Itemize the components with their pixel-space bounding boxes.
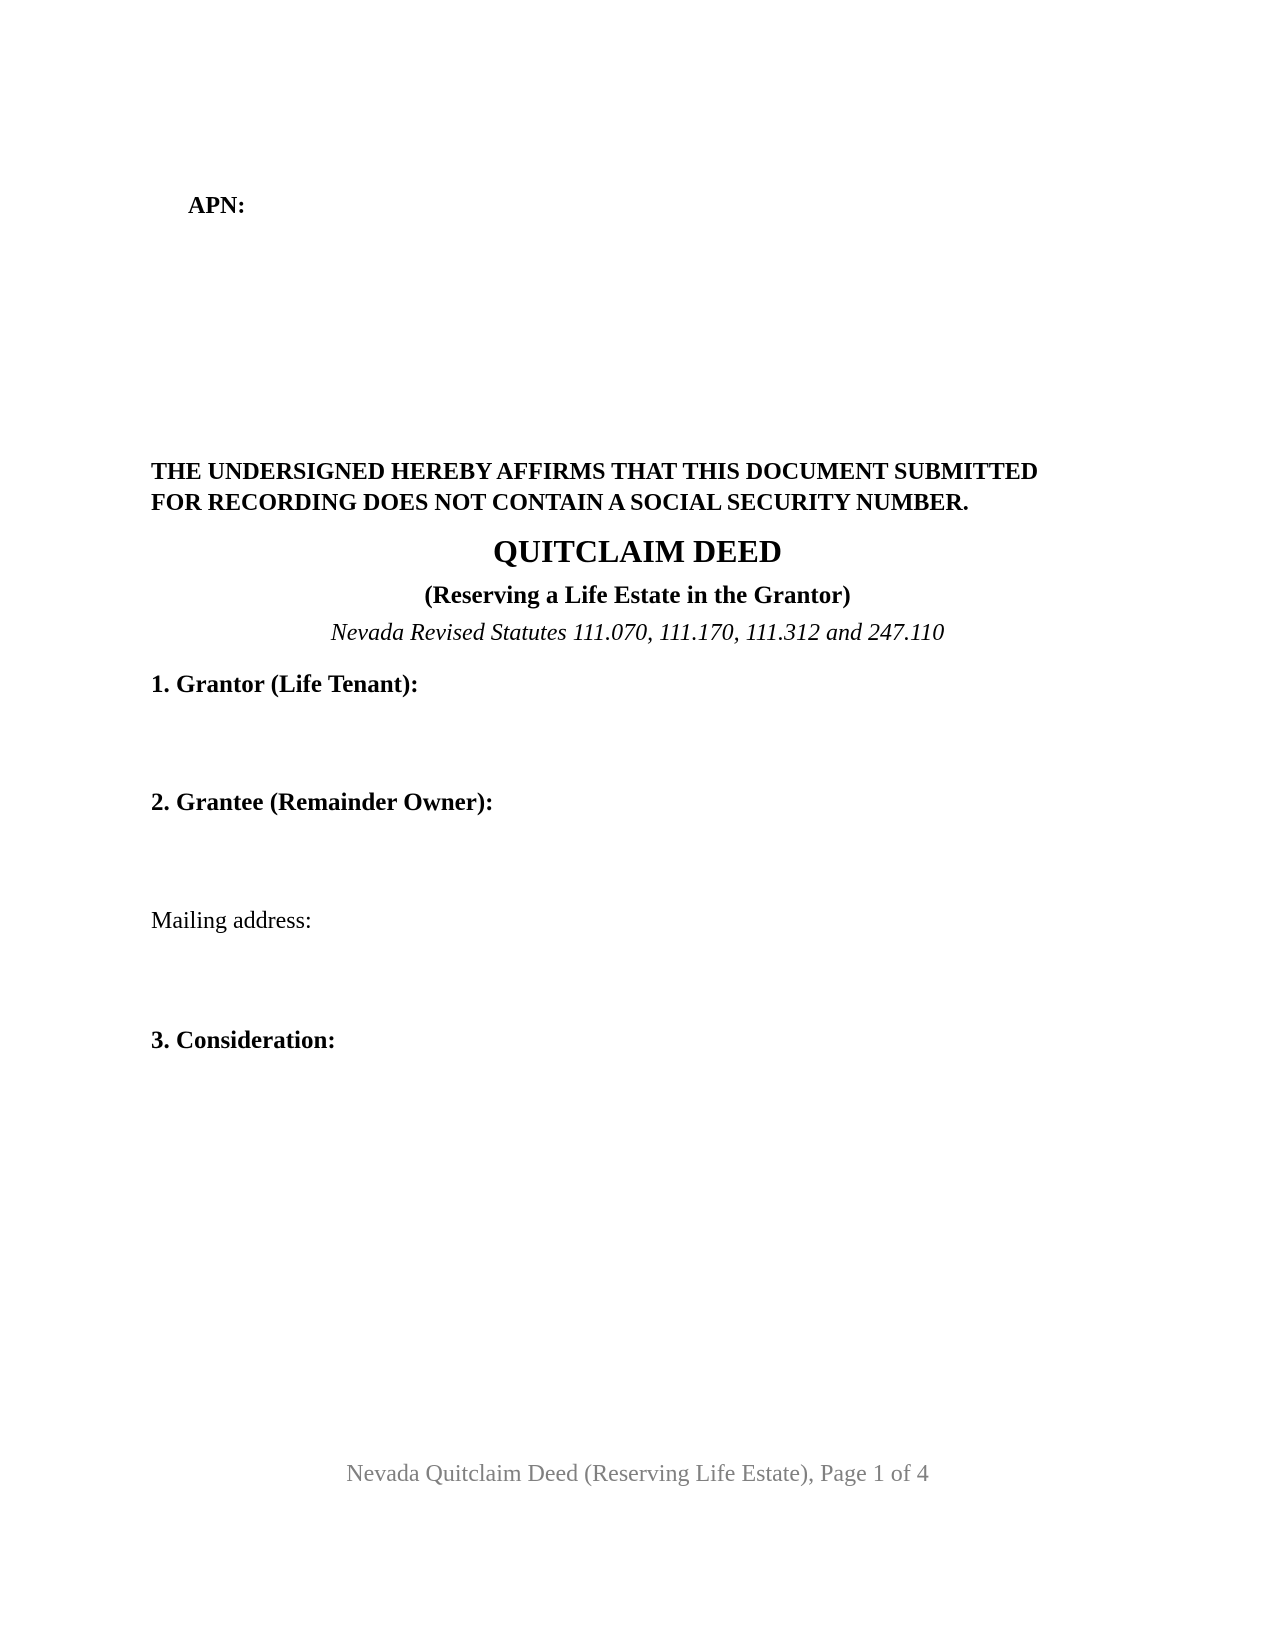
document-subtitle: (Reserving a Life Estate in the Grantor) xyxy=(424,582,851,609)
consideration-heading: 3. Consideration: xyxy=(151,1027,336,1054)
ssn-affirmation xyxy=(151,457,1038,519)
affirmation-line-1: THE UNDERSIGNED HEREBY AFFIRMS THAT THIS DOCUMENT SUBMITTED xyxy=(151,459,1039,485)
grantor-heading: 1. Grantor (Life Tenant): xyxy=(151,671,419,698)
document-title: QUITCLAIM DEED xyxy=(493,533,782,569)
statute-reference: Nevada Revised Statutes 111.070, 111.170, 111.312 and 247.110 xyxy=(330,620,945,646)
mailing-address-label: Mailing address: xyxy=(151,908,312,934)
apn-label: APN: xyxy=(188,193,246,219)
grantee-heading: 2. Grantee (Remainder Owner): xyxy=(151,789,494,816)
affirmation-line-2: FOR RECORDING DOES NOT CONTAIN A SOCIAL SECURITY NUMBER. xyxy=(151,490,969,516)
page-footer: Nevada Quitclaim Deed (Reserving Life Estate), Page 1 of 4 xyxy=(346,1461,929,1487)
